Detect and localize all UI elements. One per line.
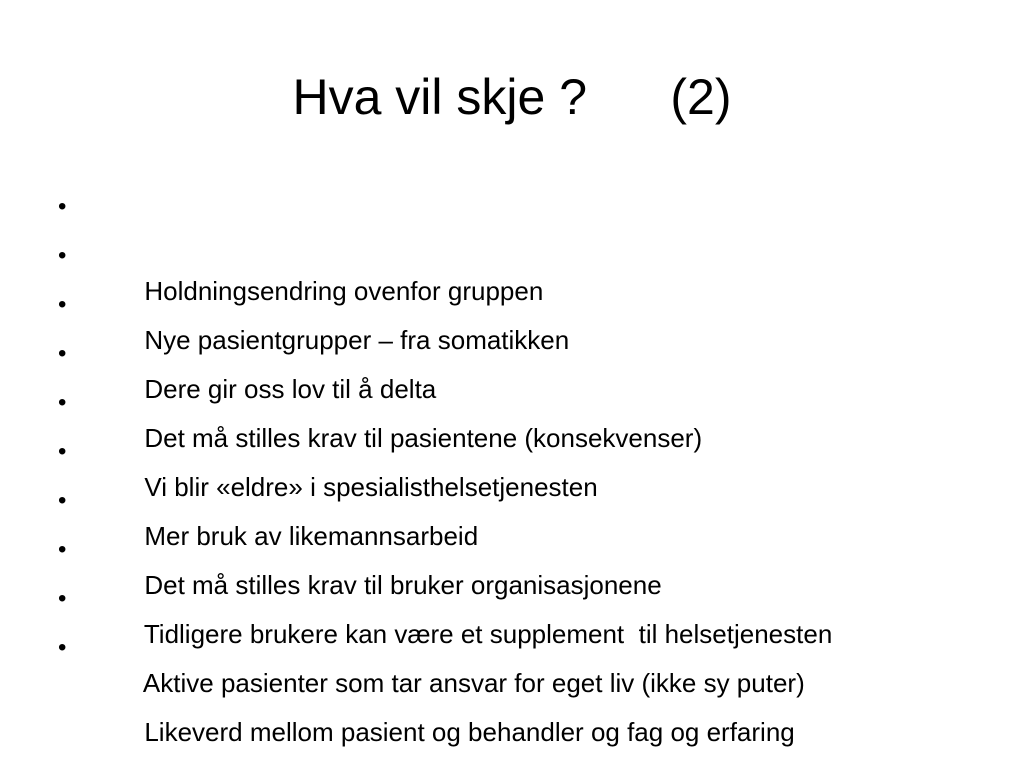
bullet-icon: • xyxy=(58,291,67,318)
bullet-icon: • xyxy=(58,242,67,269)
bullet-text: Likeverd mellom pasient og behandler og fag og erfaring xyxy=(144,717,795,747)
bullet-icon: • xyxy=(58,340,67,367)
bullet-text: Det må stilles krav til pasientene (konsekvenser) xyxy=(144,423,703,453)
slide-title: Hva vil skje ? (2) xyxy=(292,69,732,125)
bullet-text: Dere gir oss lov til å delta xyxy=(144,374,437,404)
bullet-text: Nye pasientgrupper – fra somatikken xyxy=(144,325,570,355)
bullet-text: Tidligere brukere kan være et supplement til helsetjenesten xyxy=(143,619,833,649)
bullet-icon: • xyxy=(58,193,67,220)
bullet-icon: • xyxy=(58,634,67,661)
bullet-text: Vi blir «eldre» i spesialisthelsetjenesten xyxy=(144,472,598,502)
bullet-text: Holdningsendring ovenfor gruppen xyxy=(144,276,544,306)
bullet-text: Mer bruk av likemannsarbeid xyxy=(144,521,479,551)
bullet-text: Det må stilles krav til bruker organisasjonene xyxy=(144,570,662,600)
bullet-icon: • xyxy=(58,536,67,563)
bullet-icon: • xyxy=(58,389,67,416)
list-item xyxy=(58,186,832,306)
bullet-icon: • xyxy=(58,585,67,612)
bullet-icon: • xyxy=(58,487,67,514)
bullet-text: Aktive pasienter som tar ansvar for eget liv (ikke sy puter) xyxy=(142,668,805,698)
bullet-icon: • xyxy=(58,438,67,465)
bullet-list xyxy=(58,186,833,747)
